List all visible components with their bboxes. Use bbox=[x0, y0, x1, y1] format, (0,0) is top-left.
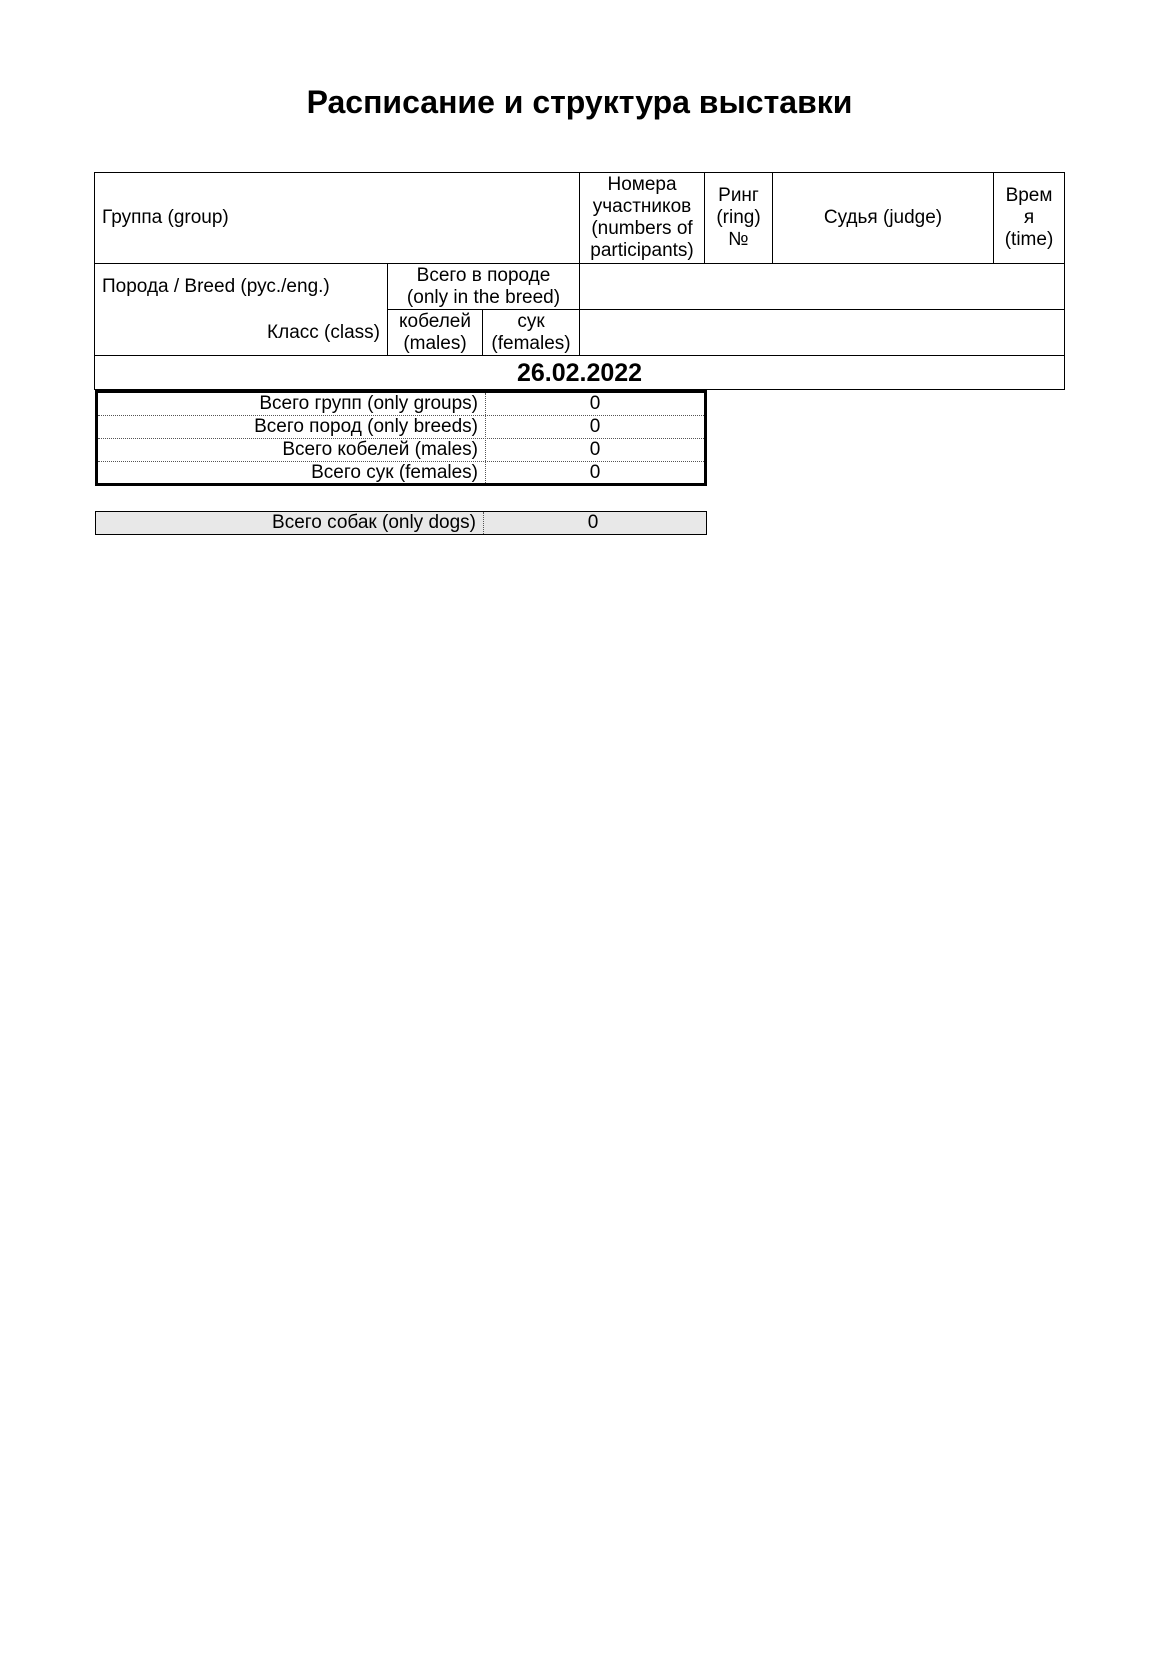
summary-row-groups bbox=[98, 393, 704, 415]
breed-total-header-line: (only in the breed) bbox=[406, 286, 561, 308]
summary-label: Всего пород (only breeds) bbox=[254, 416, 478, 437]
summary-value: 0 bbox=[589, 416, 601, 437]
participants-header-line: Номера bbox=[607, 174, 677, 195]
page-title: Расписание и структура выставки bbox=[306, 84, 853, 120]
participants-header-line: participants) bbox=[590, 240, 694, 261]
summary-row-breeds bbox=[98, 416, 704, 438]
summary-label: Всего кобелей (males) bbox=[282, 439, 478, 460]
summary-value: 0 bbox=[589, 393, 601, 414]
summary-table bbox=[95, 390, 707, 486]
total-dogs-row bbox=[95, 511, 707, 535]
date-label: 26.02.2022 bbox=[516, 358, 643, 387]
summary-row-females bbox=[98, 462, 704, 484]
females-header-line: (females) bbox=[491, 332, 571, 354]
males-header bbox=[388, 310, 482, 355]
total-dogs-label: Всего собак (only dogs) bbox=[272, 512, 476, 533]
class-header bbox=[95, 310, 387, 355]
summary-value: 0 bbox=[589, 462, 601, 483]
summary-value: 0 bbox=[589, 439, 601, 460]
breed-total-header bbox=[388, 264, 579, 309]
participants-header-line: (numbers of bbox=[591, 218, 693, 239]
females-header-line: сук bbox=[517, 310, 545, 332]
participants-header-line: участников bbox=[592, 196, 692, 217]
males-header-line: (males) bbox=[403, 332, 467, 354]
time-header bbox=[994, 173, 1064, 263]
males-header-line: кобелей bbox=[399, 310, 471, 332]
summary-row-males bbox=[98, 439, 704, 461]
breed-header-label: Порода / Breed (рус./eng.) bbox=[102, 275, 330, 297]
class-header-label: Класс (class) bbox=[267, 321, 380, 343]
ring-header-line: Ринг bbox=[718, 185, 759, 206]
time-header-line: (time) bbox=[1004, 229, 1054, 250]
judge-header-label: Судья (judge) bbox=[823, 207, 943, 228]
summary-label: Всего групп (only groups) bbox=[259, 393, 478, 414]
ring-header-line: (ring) bbox=[716, 207, 761, 228]
participants-header bbox=[580, 173, 704, 263]
group-header bbox=[95, 173, 579, 263]
breed-total-header-line: Всего в породе bbox=[416, 264, 551, 286]
time-header-line: я bbox=[1023, 207, 1035, 228]
breed-header bbox=[95, 264, 387, 309]
date-row bbox=[95, 356, 1064, 389]
total-dogs-value: 0 bbox=[587, 512, 599, 533]
ring-header-line: № bbox=[728, 229, 749, 250]
time-header-line: Врем bbox=[1005, 185, 1053, 206]
summary-label: Всего сук (females) bbox=[311, 462, 478, 483]
judge-header bbox=[773, 173, 993, 263]
ring-header bbox=[705, 173, 772, 263]
group-header-label: Группа (group) bbox=[102, 207, 229, 228]
females-header bbox=[483, 310, 579, 355]
